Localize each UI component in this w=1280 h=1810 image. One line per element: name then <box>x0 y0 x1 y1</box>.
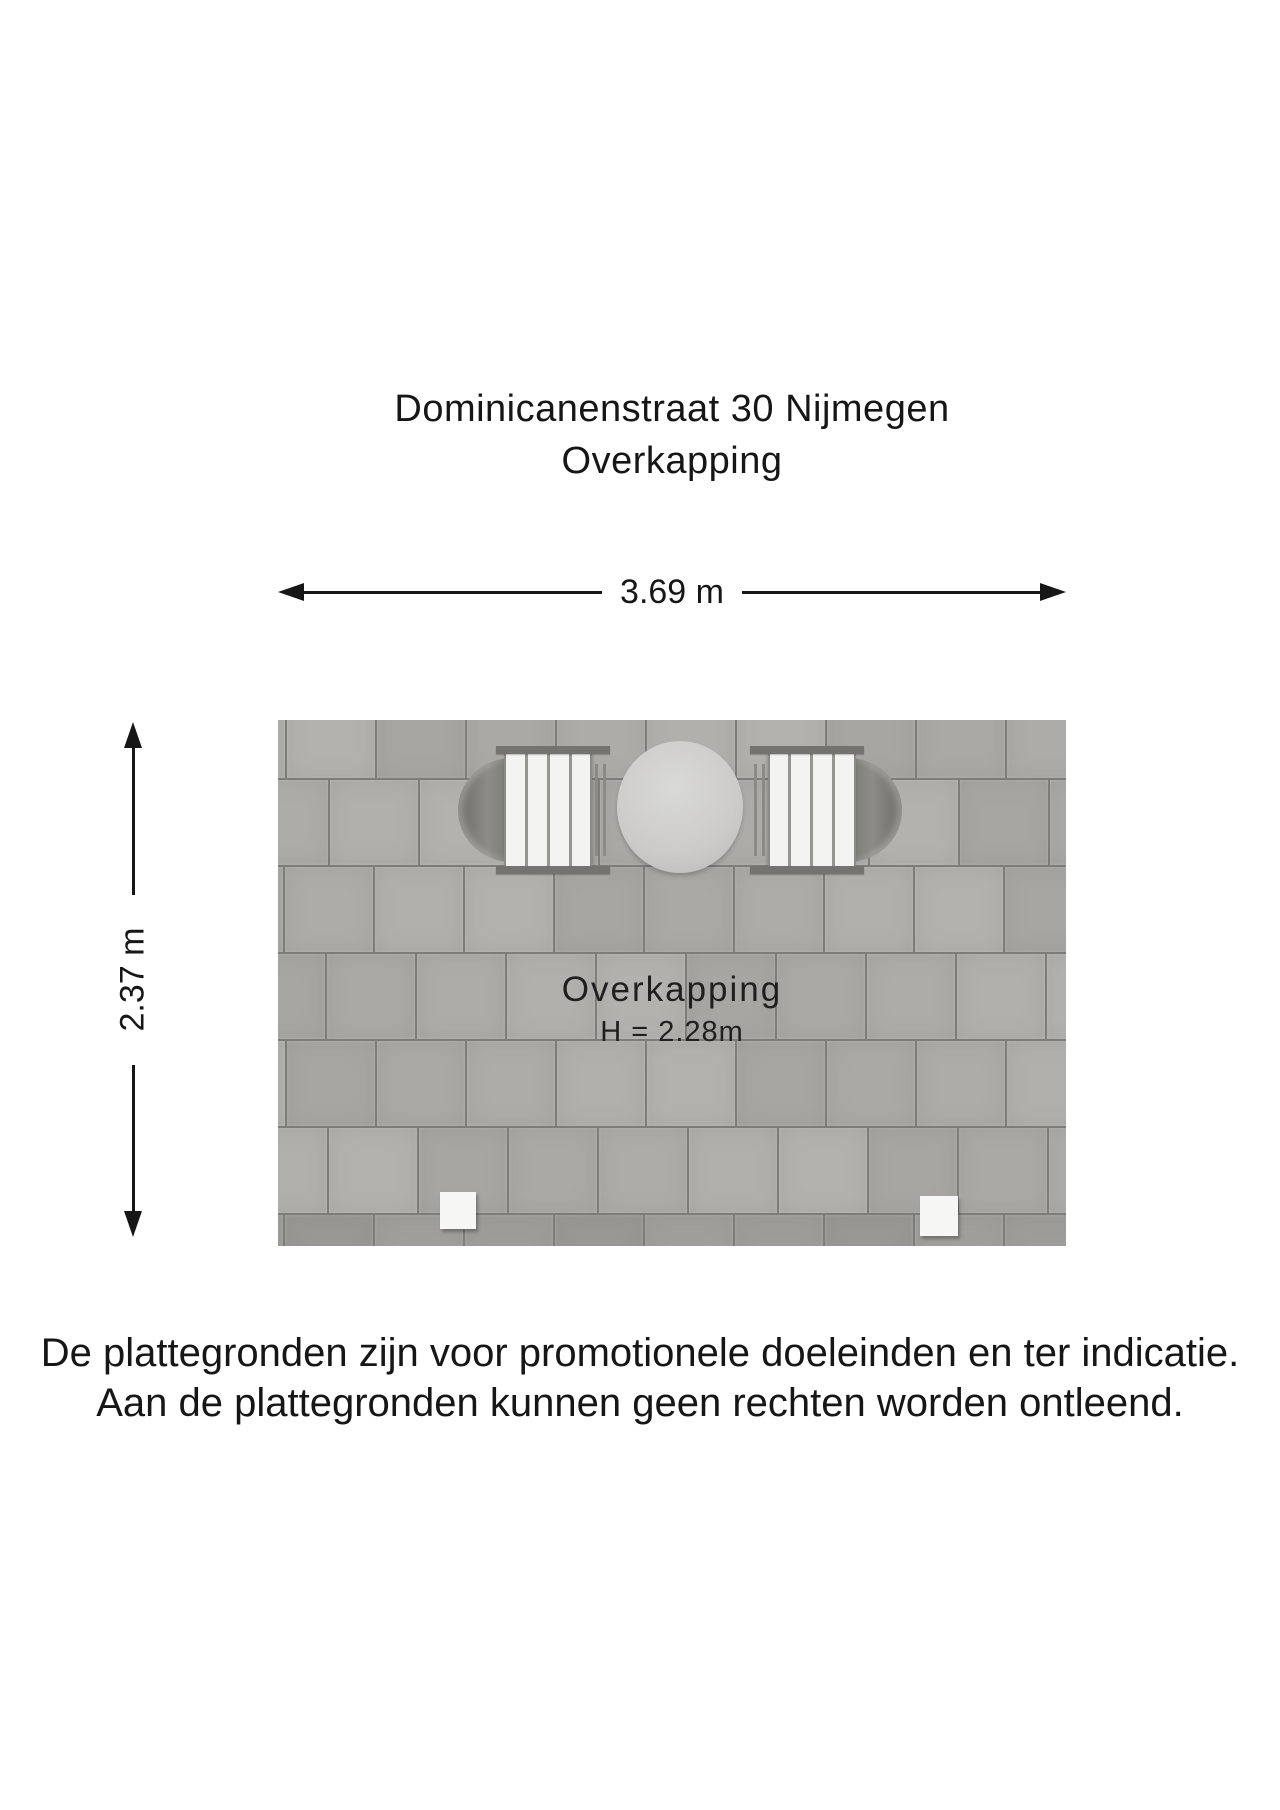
paver-tile <box>1005 1215 1066 1246</box>
paver-tile <box>465 1215 553 1246</box>
paver-tile <box>375 867 463 952</box>
height-dimension-text: 2.37 m <box>113 927 152 1032</box>
dimension-line <box>304 591 602 594</box>
width-dimension <box>278 572 1066 611</box>
chair-arm-rail <box>762 764 765 856</box>
floor-plan-image <box>278 720 1066 1246</box>
paver-tile <box>917 720 1005 778</box>
paver-tile <box>689 1128 777 1213</box>
paver-tile <box>278 1041 285 1126</box>
paver-tile <box>827 1041 915 1126</box>
chair-armrest-bar <box>750 866 864 874</box>
paver-tile <box>915 867 1003 952</box>
paver-tile <box>465 867 553 952</box>
paver-tile <box>285 1215 373 1246</box>
arrowhead-left-icon <box>278 583 304 601</box>
paver-tile <box>825 1215 913 1246</box>
garden-chair-left-icon <box>458 746 606 874</box>
paver-tile <box>599 1128 687 1213</box>
paver-tile <box>1005 867 1066 952</box>
paver-tile <box>555 1215 643 1246</box>
height-dimension <box>113 722 152 1237</box>
round-table-icon <box>617 741 743 873</box>
chair-arm-rail <box>595 764 598 856</box>
paver-tile <box>329 1128 417 1213</box>
room-label: Overkapping <box>561 970 783 1009</box>
height-dimension-label <box>113 895 152 1065</box>
paver-tile <box>509 1128 597 1213</box>
plan-title <box>278 383 1066 487</box>
paver-tile <box>278 780 328 865</box>
chair-back <box>848 758 902 862</box>
paver-tile <box>737 1041 825 1126</box>
chair-seat-slats <box>504 752 592 868</box>
paver-tile <box>1007 1041 1066 1126</box>
dimension-line <box>132 748 135 895</box>
paver-tile <box>645 1215 733 1246</box>
chair-arm-rail <box>754 764 757 856</box>
paver-tile <box>557 1041 645 1126</box>
paver-tile <box>645 867 733 952</box>
paver-tile <box>1050 780 1066 865</box>
paver-tile <box>735 867 823 952</box>
canopy-post-left-icon <box>440 1192 476 1229</box>
paver-tile <box>825 867 913 952</box>
room-height-label: H = 2.28m <box>600 1016 744 1048</box>
paver-tile <box>278 867 283 952</box>
paver-tile <box>1007 720 1066 778</box>
disclaimer <box>0 1328 1280 1428</box>
paver-tile <box>960 780 1048 865</box>
paver-tile <box>735 1215 823 1246</box>
chair-arm-rail <box>603 764 606 856</box>
room-label-block <box>278 970 1066 1049</box>
paver-tile <box>278 1215 283 1246</box>
paver-tile <box>377 1041 465 1126</box>
canopy-post-right-icon <box>920 1196 958 1236</box>
paver-tile <box>287 720 375 778</box>
paver-tile <box>330 780 418 865</box>
title-subtitle: Overkapping <box>561 440 783 482</box>
chair-armrest-bar <box>750 746 864 754</box>
disclaimer-line-1: De plattegronden zijn voor promotionele doeleinden en ter indicatie. <box>40 1331 1240 1375</box>
paver-tile <box>278 720 285 778</box>
arrowhead-up-icon <box>124 722 142 748</box>
chair-armrest-bar <box>496 866 610 874</box>
paver-tile <box>647 1041 735 1126</box>
paver-tile <box>779 1128 867 1213</box>
paver-tile <box>917 1041 1005 1126</box>
paver-tile <box>278 1128 327 1213</box>
paver-tile <box>555 867 643 952</box>
title-address: Dominicanenstraat 30 Nijmegen <box>394 388 950 430</box>
arrowhead-down-icon <box>124 1211 142 1237</box>
paver-tile <box>959 1128 1047 1213</box>
paver-tile <box>377 720 465 778</box>
paver-tile <box>285 867 373 952</box>
paver-tile <box>287 1041 375 1126</box>
disclaimer-line-2: Aan de plattegronden kunnen geen rechten worden ontleend. <box>96 1381 1184 1425</box>
width-dimension-label: 3.69 m <box>620 572 724 611</box>
garden-chair-right-icon <box>754 746 902 874</box>
dimension-line <box>132 1065 135 1212</box>
arrowhead-right-icon <box>1040 583 1066 601</box>
paver-tile <box>1049 1128 1066 1213</box>
dimension-line <box>742 591 1040 594</box>
paver-tile <box>467 1041 555 1126</box>
chair-armrest-bar <box>496 746 610 754</box>
chair-seat-slats <box>768 752 856 868</box>
